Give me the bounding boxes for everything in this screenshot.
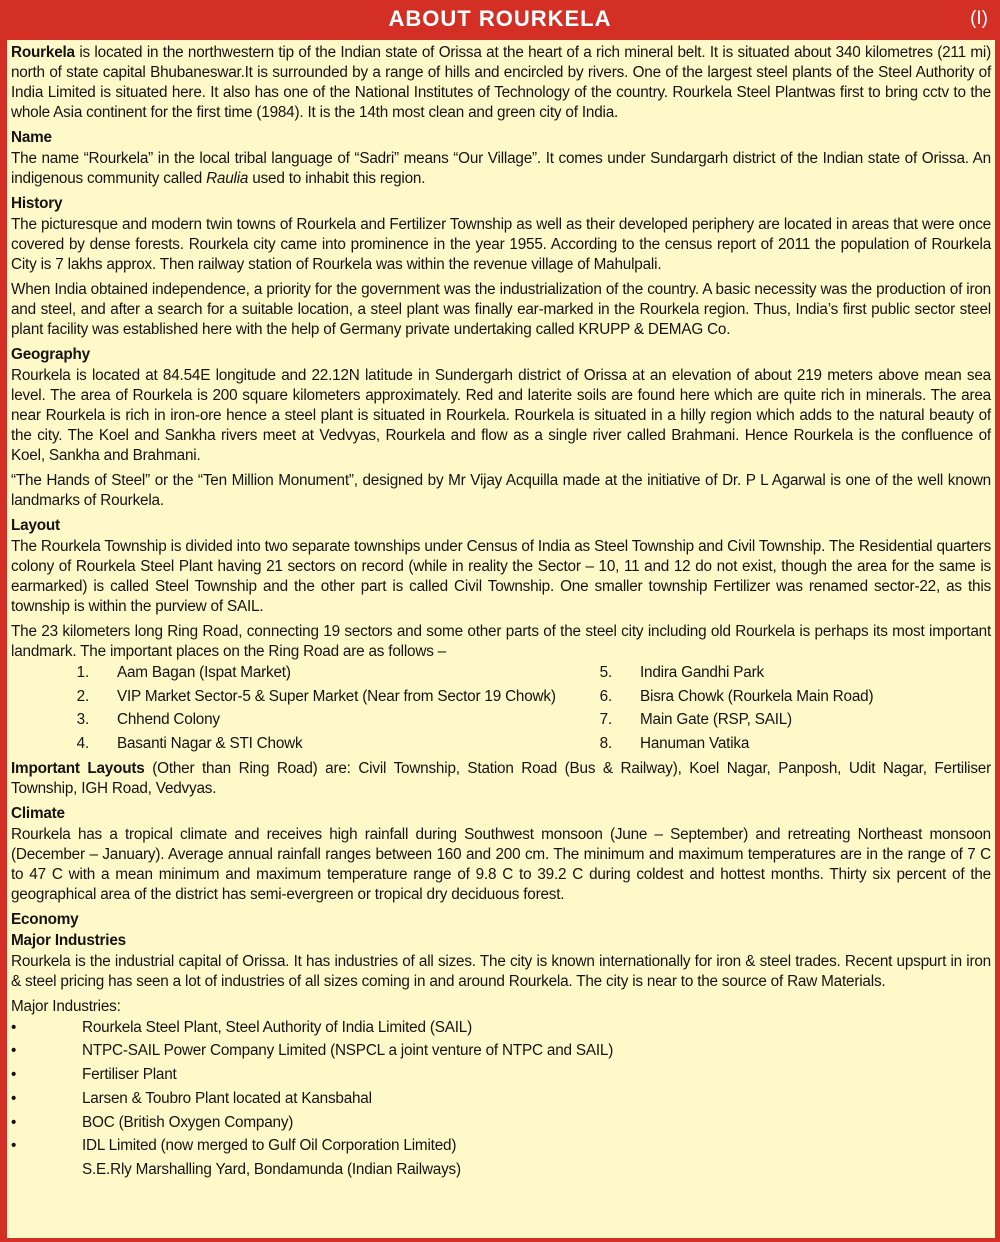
list-item bbox=[11, 710, 567, 734]
list-text: Indira Gandhi Park bbox=[640, 664, 764, 681]
list-item bbox=[11, 1018, 991, 1042]
list-item bbox=[11, 1113, 991, 1137]
bullet-icon: • bbox=[11, 1089, 17, 1107]
economy-heading: Economy bbox=[11, 910, 79, 928]
layout-heading: Layout bbox=[11, 517, 60, 534]
history-paragraph-1: The picturesque and modern twin towns of Rourkela and Fertilizer Township as well as their developed periphery are located in areas that were once covered by dense forests. Rourkela city came into prominence in the year 1955. According to the census report of 2011 the population of Rourkela City is 7 lakhs approx. Then railway station of Rourkela was within the revenue village of Mahulpali. bbox=[11, 216, 991, 273]
list-text: Basanti Nagar & STI Chowk bbox=[117, 735, 303, 753]
list-text: NTPC-SAIL Power Company Limited (NSPCL a joint venture of NTPC and SAIL) bbox=[82, 1042, 614, 1060]
ring-road-list bbox=[11, 663, 991, 758]
raulia-italic: Raulia bbox=[206, 170, 249, 187]
list-item bbox=[11, 687, 567, 711]
industries-label: Major Industries: bbox=[11, 997, 121, 1015]
important-layouts-paragraph bbox=[11, 759, 991, 799]
geography-paragraph-2: “The Hands of Steel” or the “Ten Million Monument”, designed by Mr Vijay Acquilla made at the initiative of Dr. P L Agarwal is one of the well known landmarks of Rourkela. bbox=[11, 472, 991, 509]
list-number: 7. bbox=[599, 711, 612, 729]
list-item bbox=[11, 734, 567, 758]
major-industries-heading: Major Industries bbox=[11, 931, 126, 949]
intro-text: is located in the northwestern tip of the Indian state of Orissa at the heart of a rich mineral belt. It is situated about 340 kilometres (211 mi) north of state capital Bhubaneswar.It is surrounded by a range of hills and encircled by rivers. One of the largest steel plants of the Steel Authority of India Limited is situated here. It also has one of the National Institutes of Technology of the country. Rourkela Steel Plantwas first to bring cctv to the whole Asia continent for the first time (1984). It is the 14th most clean and green city of India. bbox=[11, 44, 991, 121]
ring-road-column-left bbox=[11, 663, 567, 758]
list-item bbox=[567, 663, 967, 687]
list-text: IDL Limited (now merged to Gulf Oil Corporation Limited) bbox=[82, 1137, 457, 1155]
bullet-icon: • bbox=[11, 1042, 17, 1060]
list-number: 5. bbox=[599, 664, 612, 681]
important-layouts-lead: Important Layouts bbox=[11, 759, 145, 777]
list-text: Main Gate (RSP, SAIL) bbox=[640, 711, 792, 729]
list-item bbox=[11, 1065, 991, 1089]
list-text: VIP Market Sector-5 & Super Market (Near from Sector 19 Chowk) bbox=[117, 687, 556, 705]
list-item bbox=[11, 1041, 991, 1065]
climate-paragraph: Rourkela has a tropical climate and receives high rainfall during Southwest monsoon (June – September) and retreating Northeast monsoon (December – January). Average annual rainfall ranges between 160 and 200 cm. The minimum and maximum temperatures are in the range of 7 C to 47 C with a mean minimum and maximum temperature range of 9.8 C to 39.2 C during coldest and hottest months. Thirty six percent of the geographical area of the district has semi-evergreen or tropical dry deciduous forest. bbox=[11, 825, 991, 903]
geography-paragraph-1: Rourkela is located at 84.54E longitude and 22.12N latitude in Sundergarh district of Orissa at an elevation of about 219 meters above mean sea level. The area of Rourkela is 200 square kilometers approximately. Red and laterite soils are found here which are quite rich in minerals. The area near Rourkela is rich in iron-ore hence a steel plant is situated in Rourkela. Rourkela is situated in a hilly region which adds to the natural beauty of the city. The Koel and Sankha rivers meet at Vedvyas, Rourkela and flow as a single river called Brahmani. Hence Rourkela is the confluence of Koel, Sankha and Brahmani. bbox=[11, 367, 991, 464]
list-text: Rourkela Steel Plant, Steel Authority of India Limited (SAIL) bbox=[82, 1018, 472, 1036]
geography-heading: Geography bbox=[11, 346, 90, 363]
list-text: Chhend Colony bbox=[117, 711, 220, 729]
list-item bbox=[567, 710, 967, 734]
list-text: BOC (British Oxygen Company) bbox=[82, 1113, 294, 1131]
name-heading: Name bbox=[11, 129, 52, 146]
history-heading: History bbox=[11, 195, 63, 212]
header-bar bbox=[0, 0, 1000, 38]
history-paragraph-2: When India obtained independence, a priority for the government was the industrialization of the country. A basic necessity was the production of iron and steel, and after a search for a suitable location, a steel plant was finally ear-marked in the Rourkela region. Thus, India’s first public sector steel plant facility was established here with the help of Germany private undertaking called KRUPP & DEMAG Co. bbox=[11, 281, 991, 338]
list-number: 2. bbox=[76, 687, 89, 705]
list-text: S.E.Rly Marshalling Yard, Bondamunda (Indian Railways) bbox=[82, 1160, 461, 1178]
content-panel bbox=[7, 40, 995, 1238]
list-text: Aam Bagan (Ispat Market) bbox=[117, 664, 291, 681]
list-text: Fertiliser Plant bbox=[82, 1066, 177, 1084]
layout-paragraph-2: The 23 kilometers long Ring Road, connecting 19 sectors and some other parts of the steel city including old Rourkela is perhaps its most important landmark. The important places on the Ring Road are as follows – bbox=[11, 623, 991, 660]
list-number: 6. bbox=[599, 687, 612, 705]
climate-heading: Climate bbox=[11, 804, 65, 822]
name-text-end: used to inhabit this region. bbox=[248, 170, 426, 187]
list-number: 1. bbox=[76, 664, 89, 681]
name-paragraph bbox=[11, 149, 991, 189]
page-marker: (I) bbox=[970, 8, 988, 29]
industries-list bbox=[11, 1018, 991, 1184]
bullet-icon: • bbox=[11, 1018, 17, 1036]
bullet-icon: • bbox=[11, 1113, 17, 1131]
list-item bbox=[11, 663, 567, 687]
list-item bbox=[11, 1089, 991, 1113]
economy-paragraph: Rourkela is the industrial capital of Orissa. It has industries of all sizes. The city is known internationally for iron & steel trades. Recent upspurt in iron & steel pricing has seen a lot of industries of all sizes coming in and around Rourkela. The city is near to the source of Raw Materials. bbox=[11, 952, 991, 990]
list-number: 3. bbox=[76, 711, 89, 729]
bullet-icon bbox=[11, 1160, 82, 1184]
list-text: Bisra Chowk (Rourkela Main Road) bbox=[640, 687, 874, 705]
layout-paragraph-1: The Rourkela Township is divided into two separate townships under Census of India as Steel Township and Civil Township. The Residential quarters colony of Rourkela Steel Plant having 21 sectors on record (while in reality the Sector – 10, 11 and 12 do not exist, though the area for the same is earmarked) is called Steel Township and the other part is called Civil Township. One smaller township Fertilizer was renamed sector-22, as this township is within the purview of SAIL. bbox=[11, 538, 991, 615]
list-item bbox=[11, 1160, 991, 1184]
list-text: Hanuman Vatika bbox=[640, 735, 750, 753]
list-item bbox=[567, 734, 967, 758]
page-title: ABOUT ROURKELA bbox=[388, 6, 612, 31]
list-number: 4. bbox=[76, 735, 89, 753]
list-item bbox=[11, 1136, 991, 1160]
list-text: Larsen & Toubro Plant located at Kansbahal bbox=[82, 1089, 372, 1107]
name-text: The name “Rourkela” in the local tribal language of “Sadri” means “Our Village”. It comes under Sundargarh district of the Indian state of Orissa. An indigenous community called bbox=[11, 150, 991, 187]
list-number: 8. bbox=[599, 735, 612, 753]
bullet-icon: • bbox=[11, 1137, 17, 1155]
important-layouts-text: (Other than Ring Road) are: Civil Township, Station Road (Bus & Railway), Koel Nagar, Panposh, Udit Nagar, Fertiliser Township, IGH Road, Vedvyas. bbox=[11, 759, 992, 797]
bullet-icon: • bbox=[11, 1066, 17, 1084]
list-item bbox=[567, 687, 967, 711]
intro-paragraph bbox=[11, 43, 991, 123]
ring-road-column-right bbox=[567, 663, 967, 758]
intro-lead: Rourkela bbox=[11, 44, 75, 61]
